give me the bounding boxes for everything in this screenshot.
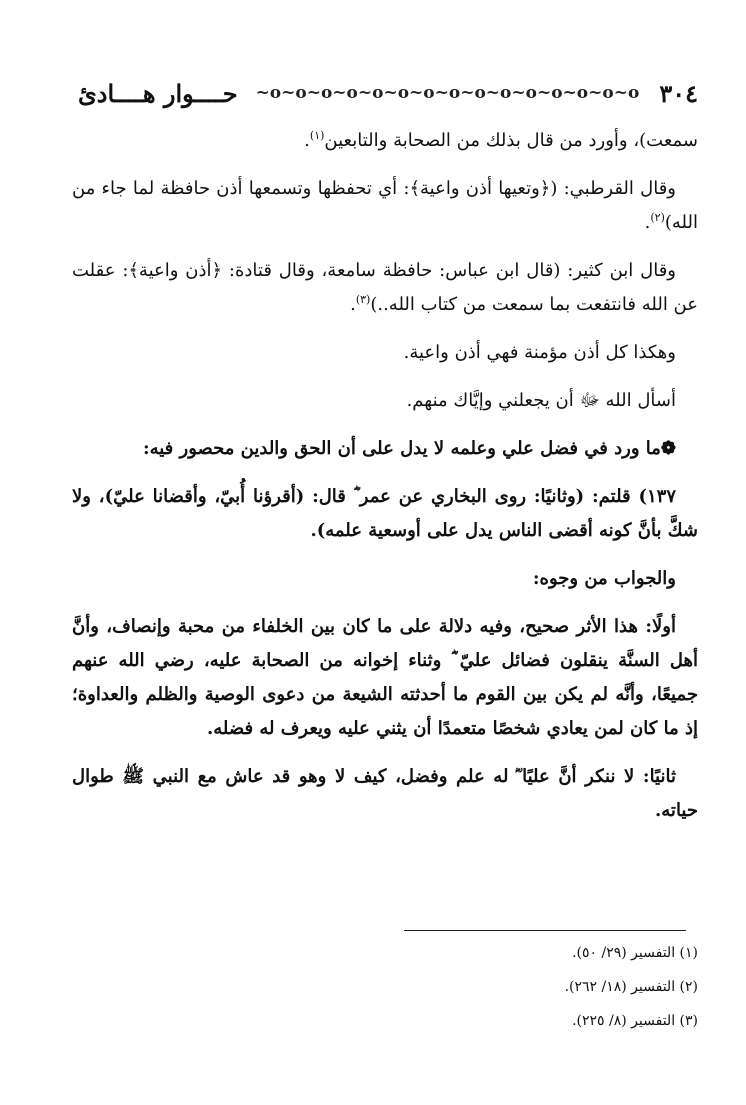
paragraph-quote-137: ١٣٧) قلتم: (وثانيًا: روى البخاري عن عمر ؓ قال: (أقرؤنا أُبيّ، وأقضانا عليّ)، ولا شكَّ بأنَّ كونه أقضى الناس يدل على أوسعية علمه). bbox=[72, 486, 698, 541]
answer-second: ثانيًا: لا ننكر أنَّ عليًا ؓ له علم وفضل، كيف لا وهو قد عاش مع النبي ﷺ طوال حياته. bbox=[72, 766, 698, 821]
footnote-divider bbox=[404, 930, 686, 931]
footnote-3: (٣) التفسير (٨/ ٢٢٥). bbox=[572, 1013, 698, 1029]
footnote-ref-3: (٣) bbox=[355, 293, 371, 306]
header-ornament: ~o~o~o~o~o~o~o~o~o~o~o~o~o~o~o bbox=[255, 83, 640, 103]
running-title: حــــوار هــــادئ bbox=[78, 78, 238, 108]
footnote-ref-1: (١) bbox=[309, 129, 325, 142]
paragraph-5: أسأل الله ﷻ أن يجعلني وإيَّاك منهم. bbox=[406, 390, 676, 411]
page-header bbox=[78, 76, 698, 110]
paragraph-1: سمعت)، وأورد من قال بذلك من الصحابة والتابعين$^{(١)}$. bbox=[304, 129, 698, 151]
footnote-2: (٢) التفسير (١٨/ ٢٦٢). bbox=[564, 979, 698, 995]
page-number: ٣٠٤ bbox=[659, 78, 698, 108]
paragraph-4: وهكذا كل أذن مؤمنة فهي أذن واعية. bbox=[403, 342, 676, 363]
main-text bbox=[72, 124, 698, 842]
footnote-ref-2: (٢) bbox=[650, 211, 665, 224]
paragraph-2: وقال القرطبي: (﴿وتعيها أذن واعية﴾: أي تحفظها وتسمعها أذن حافظة لما جاء من الله)$^{(٢)}$. bbox=[72, 178, 698, 233]
answer-first: أولًا: هذا الأثر صحيح، وفيه دلالة على ما كان بين الخلفاء من محبة وإنصاف، وأنَّ أهل السنَّة ينقلون فضائل عليّ ؓ وثناء إخوانه من الصحابة عليه، رضي الله عنهم جميعًا، وأنَّه لم يكن بين القوم ما أحدثته الشيعة من دعوى الوصية والظلم والعداوة؛ إذ ما كان لمن يعادي شخصًا متعمدًا أن يثني عليه ويعرف له فضله. bbox=[72, 616, 698, 739]
footnotes bbox=[58, 936, 698, 1038]
footnote-1: (١) التفسير (٢٩/ ٥٠). bbox=[572, 945, 698, 961]
answer-heading: والجواب من وجوه: bbox=[532, 568, 676, 589]
paragraph-3: وقال ابن كثير: (قال ابن عباس: حافظة سامعة، وقال قتادة: ﴿أذن واعية﴾: عقلت عن الله فانتفعت بما سمعت من كتاب الله..)$^{(٣)}$. bbox=[72, 260, 698, 315]
section-heading: ❁ما ورد في فضل علي وعلمه لا يدل على أن الحق والدين محصور فيه: bbox=[142, 438, 676, 459]
